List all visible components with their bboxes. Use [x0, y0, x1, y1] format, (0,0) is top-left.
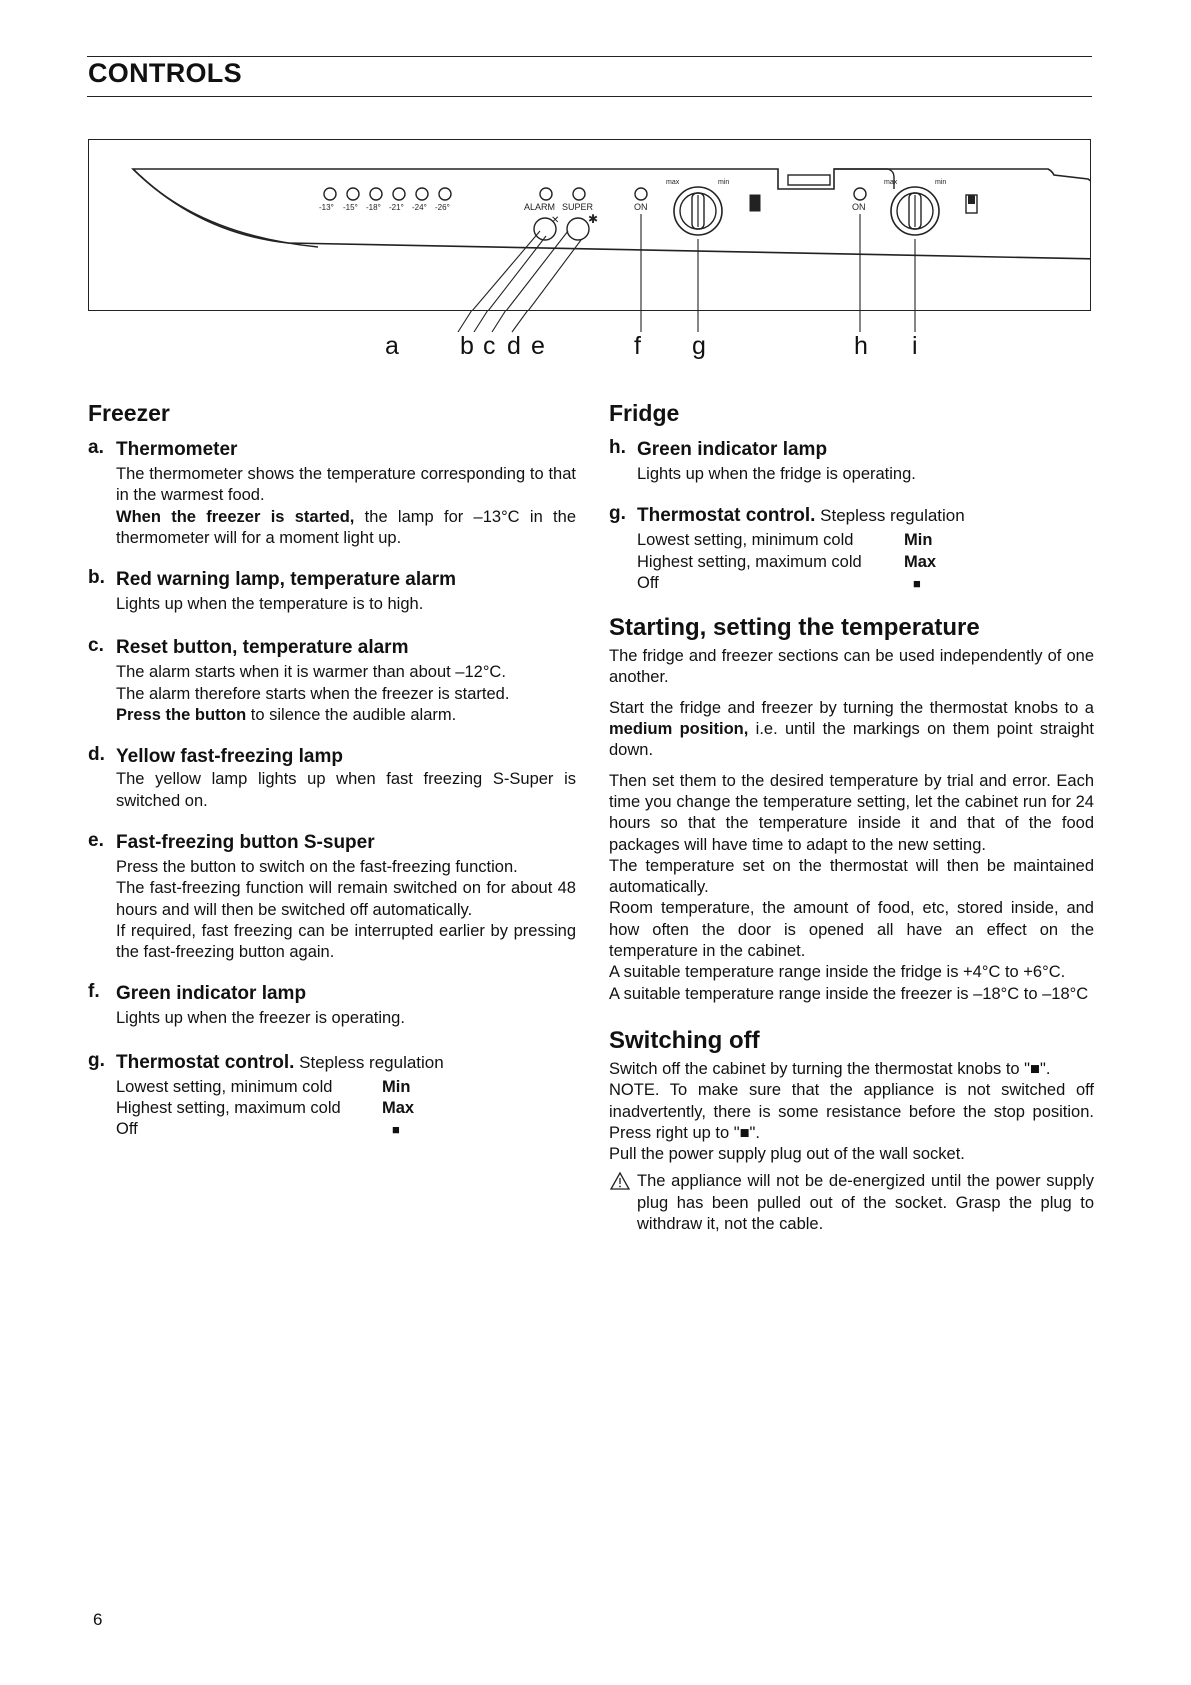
freezer-column [88, 400, 576, 1141]
item-text: The alarm starts when it is warmer than about –12°C. [116, 663, 506, 682]
item-title: Green indicator lamp [637, 439, 828, 460]
starting-text: Room temperature, the amount of food, etc, stored inside, and how often the door is opened all have an effect on the temperature in the cabinet. [609, 899, 1094, 961]
fridge-item-h [609, 437, 1094, 485]
starting-text: The temperature set on the thermostat will then be maintained automatically. [609, 856, 1094, 897]
item-letter: c. [88, 635, 104, 657]
temp-label: -26° [435, 203, 450, 212]
item-text: Lights up when the temperature is to high. [116, 595, 424, 614]
item-title [116, 1050, 576, 1075]
setting-label: Off [637, 573, 659, 592]
starting-heading: Starting, setting the temperature [609, 614, 980, 642]
starting-text: Then set them to the desired temperature by trial and error. Each time you change the temperature setting, let the cabinet run for 24 hours so that the temperature inside it and that of the food packages will have time to adapt to the new setting. [609, 771, 1094, 854]
starting-text: A suitable temperature range inside the freezer is –18°C to –18°C [609, 984, 1089, 1003]
panel-handle [788, 175, 830, 185]
item-letter: e. [88, 829, 104, 851]
lamp-18 [370, 188, 382, 200]
item-title [637, 503, 1094, 528]
starting-text [609, 698, 1094, 762]
lamp-26 [439, 188, 451, 200]
page-number: 6 [93, 1610, 103, 1629]
setting-value: Max [904, 552, 937, 571]
callout-letter: f [634, 332, 641, 360]
item-text: The yellow lamp lights up when fast freezing S-Super is switched on. [116, 770, 576, 810]
freezer-heading: Freezer [88, 400, 170, 426]
item-title: Yellow fast-freezing lamp [116, 746, 343, 768]
callout-letter: e [531, 332, 545, 360]
switching-off-text: NOTE. To make sure that the appliance is not switched off inadvertently, there is some resistance before the stop position. Press right up to "■". [609, 1081, 1094, 1142]
panel-lower-edge [133, 169, 318, 247]
setting-value: Max [382, 1099, 415, 1118]
item-title-bold: Thermostat control. [116, 1051, 295, 1073]
fridge-item-g [609, 503, 1094, 594]
item-letter: g. [609, 503, 626, 525]
item-text: The alarm therefore starts when the freezer is started. [116, 684, 510, 703]
super-lamp [573, 188, 585, 200]
item-title-bold: Thermostat control. [637, 505, 816, 527]
item-title: Reset button, temperature alarm [116, 637, 409, 659]
item-text: Lights up when the fridge is operating. [637, 465, 916, 483]
item-text-bold: Press the button [116, 706, 247, 725]
setting-label: Off [116, 1120, 138, 1139]
setting-label: Lowest setting, minimum cold [116, 1077, 333, 1096]
item-letter: d. [88, 744, 105, 766]
fridge-on-label: ON [852, 202, 866, 212]
lamp-13 [324, 188, 336, 200]
off-square-icon: ■ [392, 1122, 400, 1138]
panel-outline [133, 169, 1091, 259]
callout-letter: a [385, 332, 399, 360]
starting-text-b: i.e. until the markings on them point straight down. [609, 720, 1094, 760]
freezer-item-f [88, 981, 576, 1029]
section-title: CONTROLS [88, 58, 242, 88]
fridge-max-label: max [884, 179, 898, 186]
freezer-item-c [88, 635, 576, 726]
item-text-rest: to silence the audible alarm. [246, 706, 457, 725]
setting-value: Min [382, 1077, 411, 1096]
starting-text: The fridge and freezer sections can be used independently of one another. [609, 647, 1094, 687]
freezer-min-label: min [718, 179, 730, 186]
temp-label: -18° [366, 203, 381, 212]
temp-label: -13° [319, 203, 334, 212]
thermometer-lamps [324, 188, 451, 200]
item-title-suffix: Stepless regulation [815, 506, 965, 526]
top-rule [87, 56, 1092, 57]
item-title: Red warning lamp, temperature alarm [116, 569, 456, 591]
callout-letter: g [692, 332, 706, 360]
temp-label: -15° [343, 203, 358, 212]
off-square-icon: ■ [913, 575, 921, 591]
temp-label: -24° [412, 203, 427, 212]
temp-label: -21° [389, 203, 404, 212]
fridge-on-lamp [854, 188, 866, 200]
title-underline [87, 96, 1092, 97]
item-text-bold: When the freezer is started, [116, 507, 355, 526]
freezer-item-b [88, 567, 576, 615]
item-title-suffix: Stepless regulation [294, 1052, 444, 1072]
item-title: Thermometer [116, 439, 238, 460]
item-letter: h. [609, 437, 626, 458]
item-text: Press the button to switch on the fast-freezing function. [116, 857, 518, 876]
callout-leaders-lower [88, 310, 1091, 336]
warning-triangle-icon [609, 1171, 637, 1235]
warning-note [609, 1171, 1094, 1235]
control-panel-diagram [88, 139, 1091, 311]
freezer-item-d [88, 744, 576, 812]
warning-text: The appliance will not be de-energized until the power supply plug has been pulled out of the socket. Grasp the plug to withdraw it, not the cable. [637, 1172, 1094, 1234]
freezer-item-e [88, 830, 576, 963]
fridge-column [609, 400, 1094, 1235]
super-button[interactable] [567, 218, 589, 240]
freezer-off-mark [750, 195, 760, 211]
lamp-21 [393, 188, 405, 200]
alarm-lamp [540, 188, 552, 200]
item-letter: b. [88, 567, 105, 589]
callout-letter: d [507, 332, 521, 360]
setting-label: Highest setting, maximum cold [116, 1099, 341, 1118]
freezer-item-a [88, 437, 576, 549]
alarm-mute-icon: ✕ [551, 215, 560, 226]
item-text-rest: the lamp for –13°C in the thermometer will for a moment light up. [116, 507, 576, 547]
callout-letter: c [483, 332, 496, 360]
setting-value: Min [904, 531, 933, 550]
setting-label: Highest setting, maximum cold [637, 552, 862, 571]
freezer-on-lamp [635, 188, 647, 200]
item-text: If required, fast freezing can be interrupted earlier by pressing the fast-freezing button again. [116, 921, 576, 962]
freezer-on-label: ON [634, 202, 648, 212]
switching-off-text: Switch off the cabinet by turning the thermostat knobs to "■". [609, 1059, 1051, 1078]
item-title: Green indicator lamp [116, 983, 307, 1005]
item-text [116, 507, 576, 550]
lamp-15 [347, 188, 359, 200]
item-letter: f. [88, 981, 100, 1003]
lamp-24 [416, 188, 428, 200]
freezer-item-g [88, 1050, 576, 1141]
item-text: The fast-freezing function will remain switched on for about 48 hours and will then be switched off automatically. [116, 879, 576, 919]
thermostat-settings [116, 1077, 576, 1141]
starting-text-a: Start the fridge and freezer by turning the thermostat knobs to a [609, 698, 1094, 717]
switching-off-heading: Switching off [609, 1026, 760, 1054]
callout-letter: i [912, 332, 918, 360]
freezer-max-label: max [666, 179, 680, 186]
item-text [116, 705, 576, 726]
fridge-min-label: min [935, 179, 947, 186]
alarm-label: ALARM [524, 202, 556, 212]
super-label: SUPER [562, 202, 594, 212]
fridge-heading: Fridge [609, 400, 680, 426]
item-text: Lights up when the freezer is operating. [116, 1009, 405, 1028]
switching-off-text: Pull the power supply plug out of the wall socket. [609, 1145, 965, 1164]
starting-text: A suitable temperature range inside the fridge is +4°C to +6°C. [609, 963, 1066, 982]
item-text: The thermometer shows the temperature corresponding to that in the warmest food. [116, 465, 576, 505]
item-letter: a. [88, 437, 104, 458]
snowflake-icon: ✱ [588, 212, 599, 226]
callout-letter: h [854, 332, 868, 360]
item-title: Fast-freezing button S-super [116, 831, 375, 853]
starting-text-bold: medium position, [609, 720, 749, 739]
thermostat-settings [637, 530, 1094, 594]
setting-label: Lowest setting, minimum cold [637, 531, 854, 550]
callout-letter: b [460, 332, 474, 360]
item-letter: g. [88, 1049, 105, 1071]
